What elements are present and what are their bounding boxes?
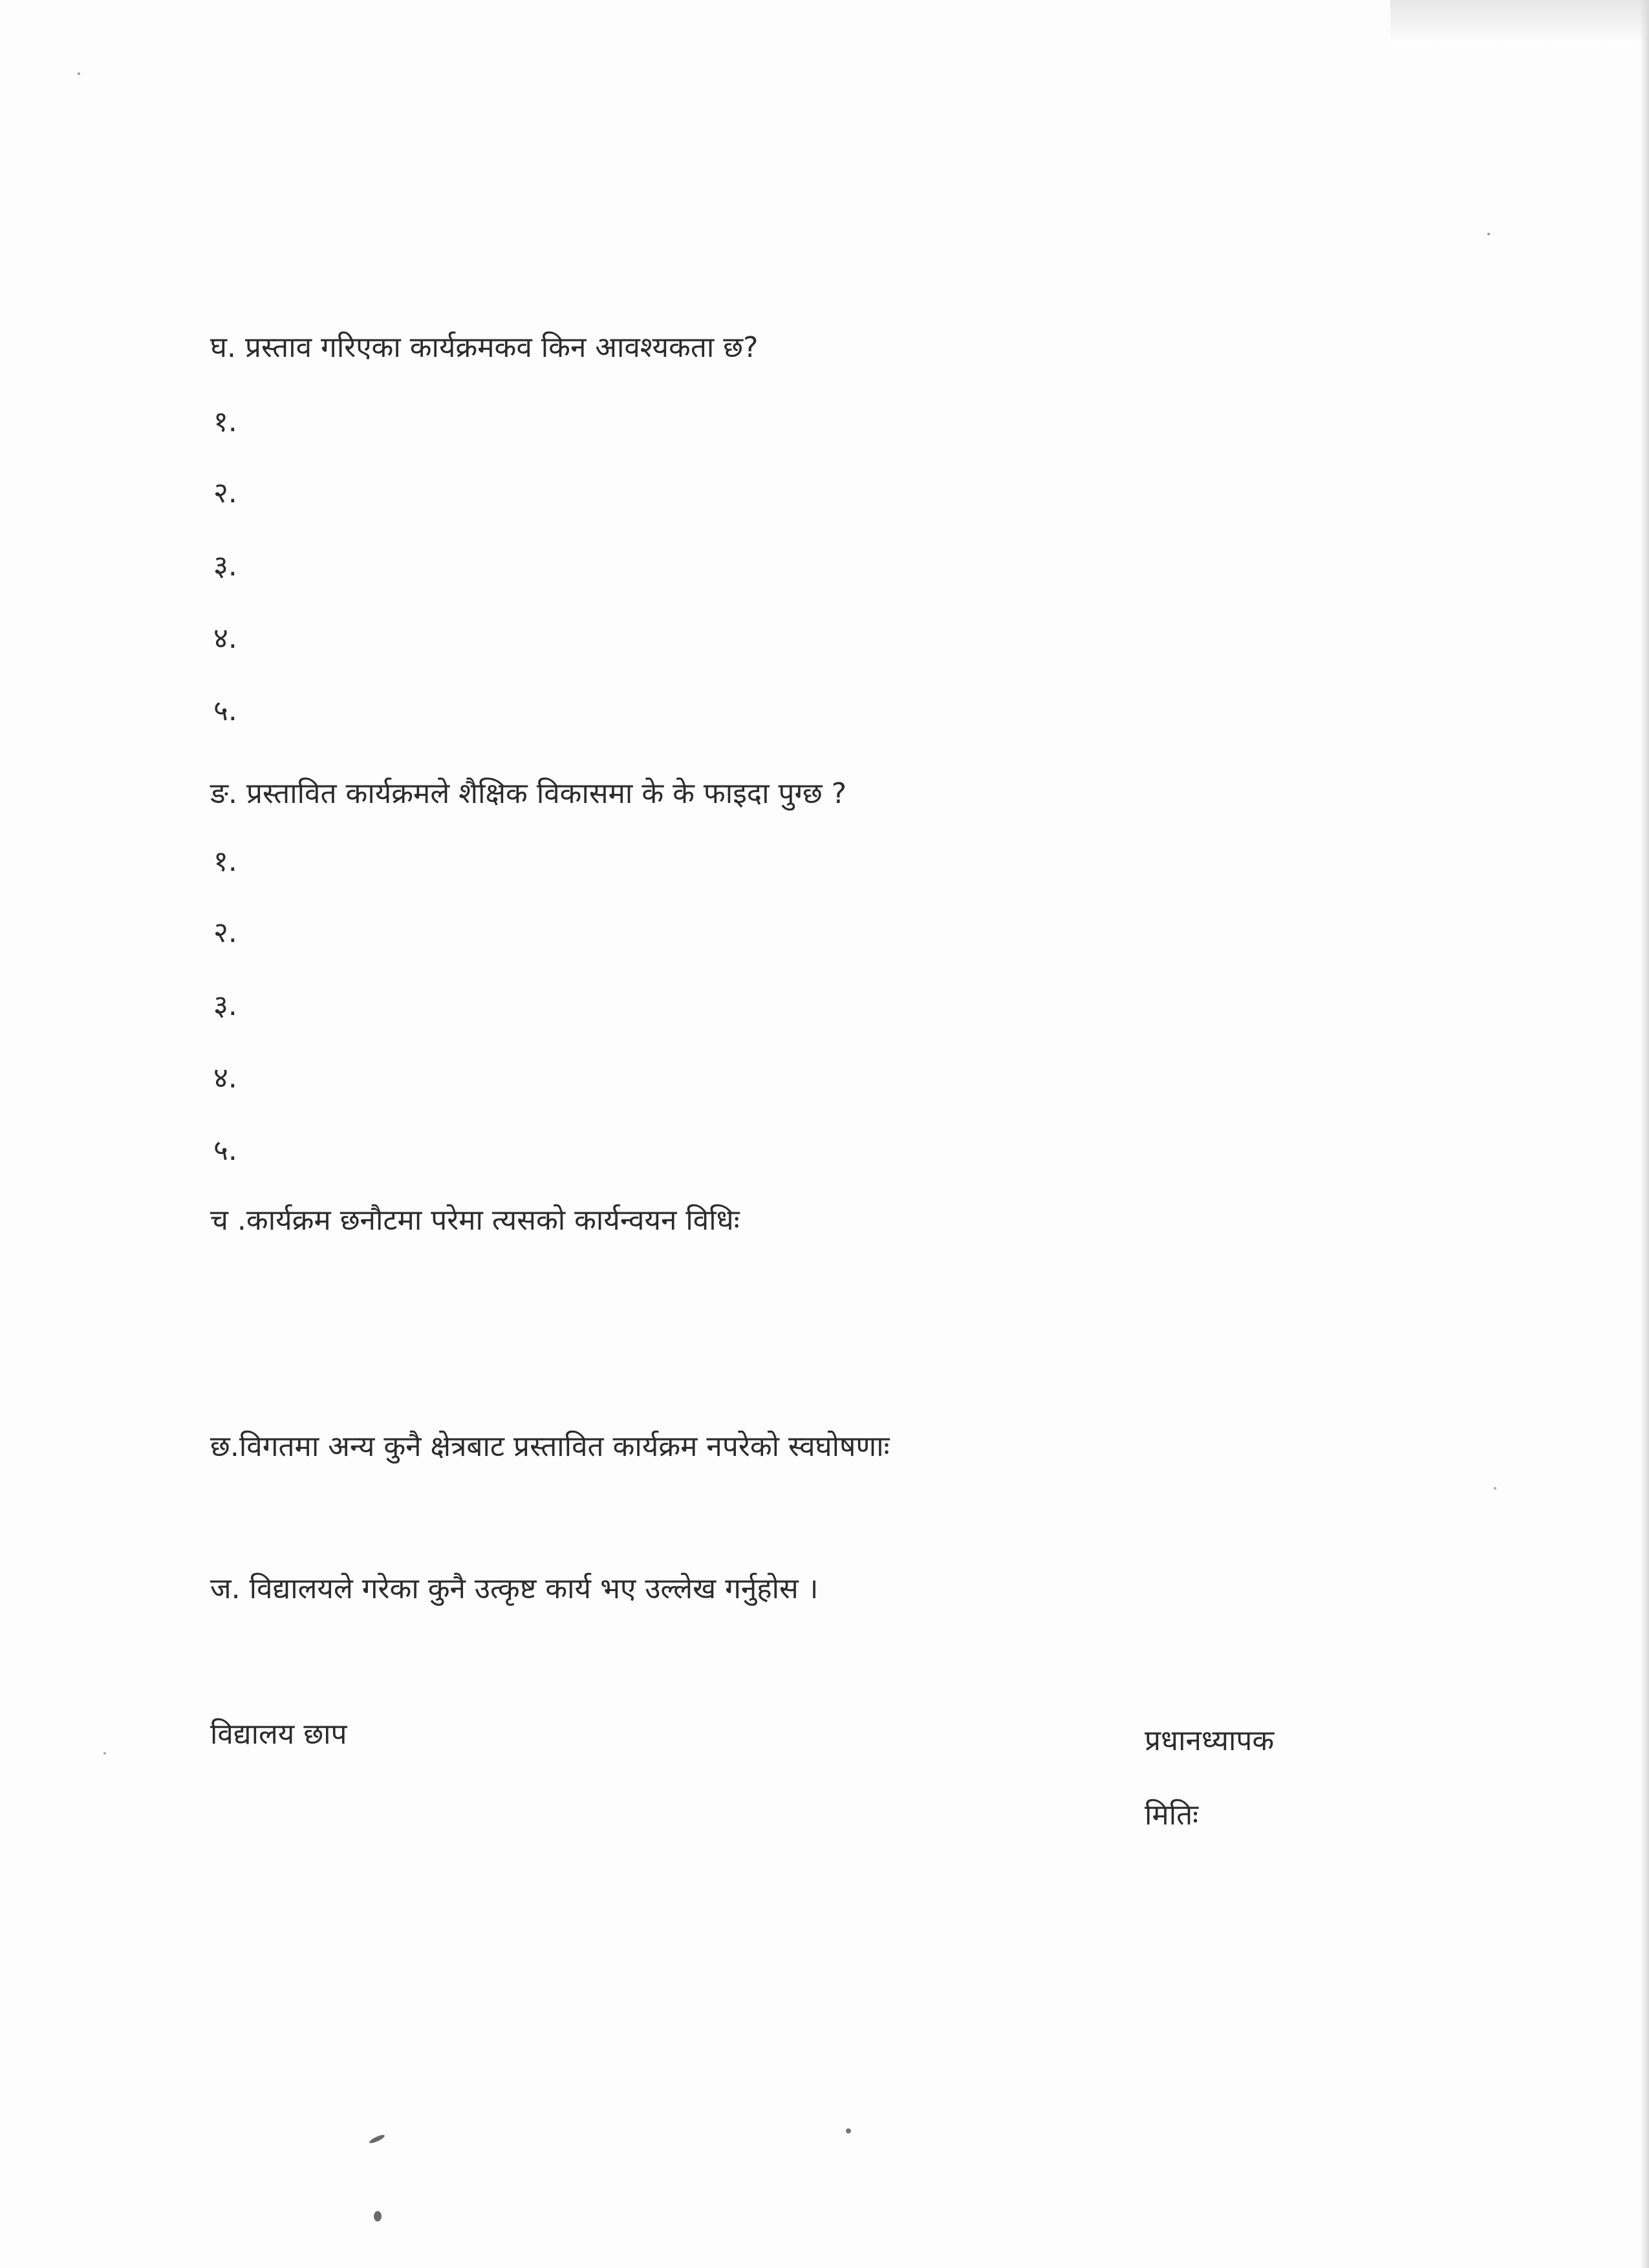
scan-speck [1487, 233, 1490, 235]
scan-speck [374, 2211, 382, 2221]
question-nga: ङ. प्रस्तावित कार्यक्रमले शैक्षिक विकासमा के के फाइदा पुग्छ ? [210, 777, 847, 810]
question-ja: ज. विद्यालयले गरेका कुनै उत्कृष्ट कार्य भए उल्लेख गर्नुहोस । [210, 1572, 819, 1605]
list-item-nga-4: ४. [213, 1062, 237, 1095]
date-label: मितिः [1145, 1799, 1199, 1832]
list-item-nga-5: ५. [213, 1134, 237, 1167]
question-cha: च .कार्यक्रम छनौटमा परेमा त्यसको कार्यन्वयन विधिः [210, 1204, 740, 1237]
scan-edge-shadow [1640, 0, 1649, 2268]
list-item-gha-5: ५. [213, 694, 237, 727]
scan-speck [1494, 1487, 1496, 1490]
scan-speck [103, 1752, 106, 1755]
list-item-gha-1: १. [213, 405, 237, 438]
scan-top-shadow [1390, 0, 1649, 43]
list-item-gha-4: ४. [213, 622, 237, 655]
list-item-gha-3: ३. [213, 550, 237, 583]
scan-speck [369, 2134, 386, 2145]
list-item-gha-2: २. [213, 476, 237, 509]
school-stamp-label: विद्यालय छाप [210, 1718, 347, 1751]
headmaster-label: प्रधानध्यापक [1145, 1724, 1275, 1757]
list-item-nga-3: ३. [213, 989, 237, 1022]
question-chha: छ.विगतमा अन्य कुनै क्षेत्रबाट प्रस्तावित कार्यक्रम नपरेको स्वघोषणाः [210, 1430, 890, 1463]
list-item-nga-1: १. [213, 845, 237, 878]
scan-speck [78, 72, 80, 75]
scan-speck [846, 2128, 851, 2134]
list-item-nga-2: २. [213, 916, 237, 949]
question-gha: घ. प्रस्ताव गरिएका कार्यक्रमकव किन आवश्यकता छ? [210, 331, 759, 364]
